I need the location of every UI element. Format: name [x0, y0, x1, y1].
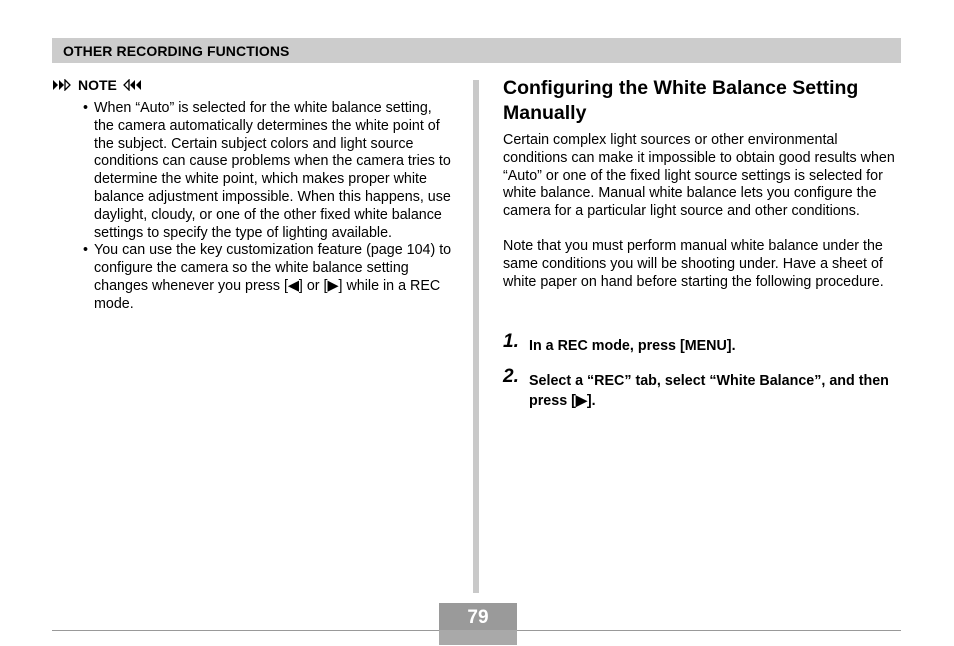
step-2: [503, 366, 893, 411]
note-list: [83, 100, 455, 314]
column-divider: [473, 80, 479, 593]
step-number: 1.: [503, 331, 519, 352]
section-header-title: OTHER RECORDING FUNCTIONS: [63, 43, 290, 59]
note-item: • You can use the key customization feature (page 104) to configure the camera so the white balance setting changes whenever you press [◀] or [▶] while in a REC mode.: [83, 242, 452, 312]
note-heading: [53, 77, 142, 93]
note-item-text: You can use the key customization feature (page 104) to configure the camera so the white balance setting changes whenever you press [◀] or [▶] while in a REC mode.: [94, 242, 452, 312]
note-label: NOTE: [78, 77, 117, 93]
step-text: Select a “REC” tab, select “White Balance”, and then press [▶].: [529, 373, 889, 409]
note-right-marker-icon: [122, 79, 142, 91]
page-number: 79: [467, 607, 489, 628]
note-paragraph: Note that you must perform manual white balance under the same conditions you will be shooting under. Have a sheet of white paper on hand before starting the following procedure.: [503, 238, 884, 290]
note-item-text: When “Auto” is selected for the white balance setting, the camera automatically determines the white point of the subject. Certain subject colors and light source conditions can cause problems when the camera tries to determine the white point, which makes proper white balance adjustment impossible. When this happens, use daylight, cloudy, or one of the other fixed white balance settings to specify the type of lighting available.: [94, 100, 451, 241]
step-text: In a REC mode, press [MENU].: [529, 338, 736, 354]
note-left-marker-icon: [53, 79, 73, 91]
step-1: [503, 331, 893, 356]
page-number-box: [439, 603, 517, 645]
note-item: • When “Auto” is selected for the white balance setting, the camera automatically determines the white point of the subject. Certain subject colors and light source conditions can cause problems when the camera tries to determine the white point, which makes proper white balance adjustment impossible. When this happens, use daylight, cloudy, or one of the other fixed white balance settings to specify the type of lighting available.: [83, 100, 451, 241]
section-title: Configuring the White Balance Setting Manually: [503, 77, 859, 124]
intro-paragraph: Certain complex light sources or other environmental conditions can make it impossible to obtain good results when “Auto” or one of the fixed light source settings is selected for white balance. Manual white balance lets you configure the camera for a particular light source and other conditions.: [503, 132, 895, 220]
header-bar: [52, 38, 901, 63]
step-number: 2.: [503, 366, 519, 387]
